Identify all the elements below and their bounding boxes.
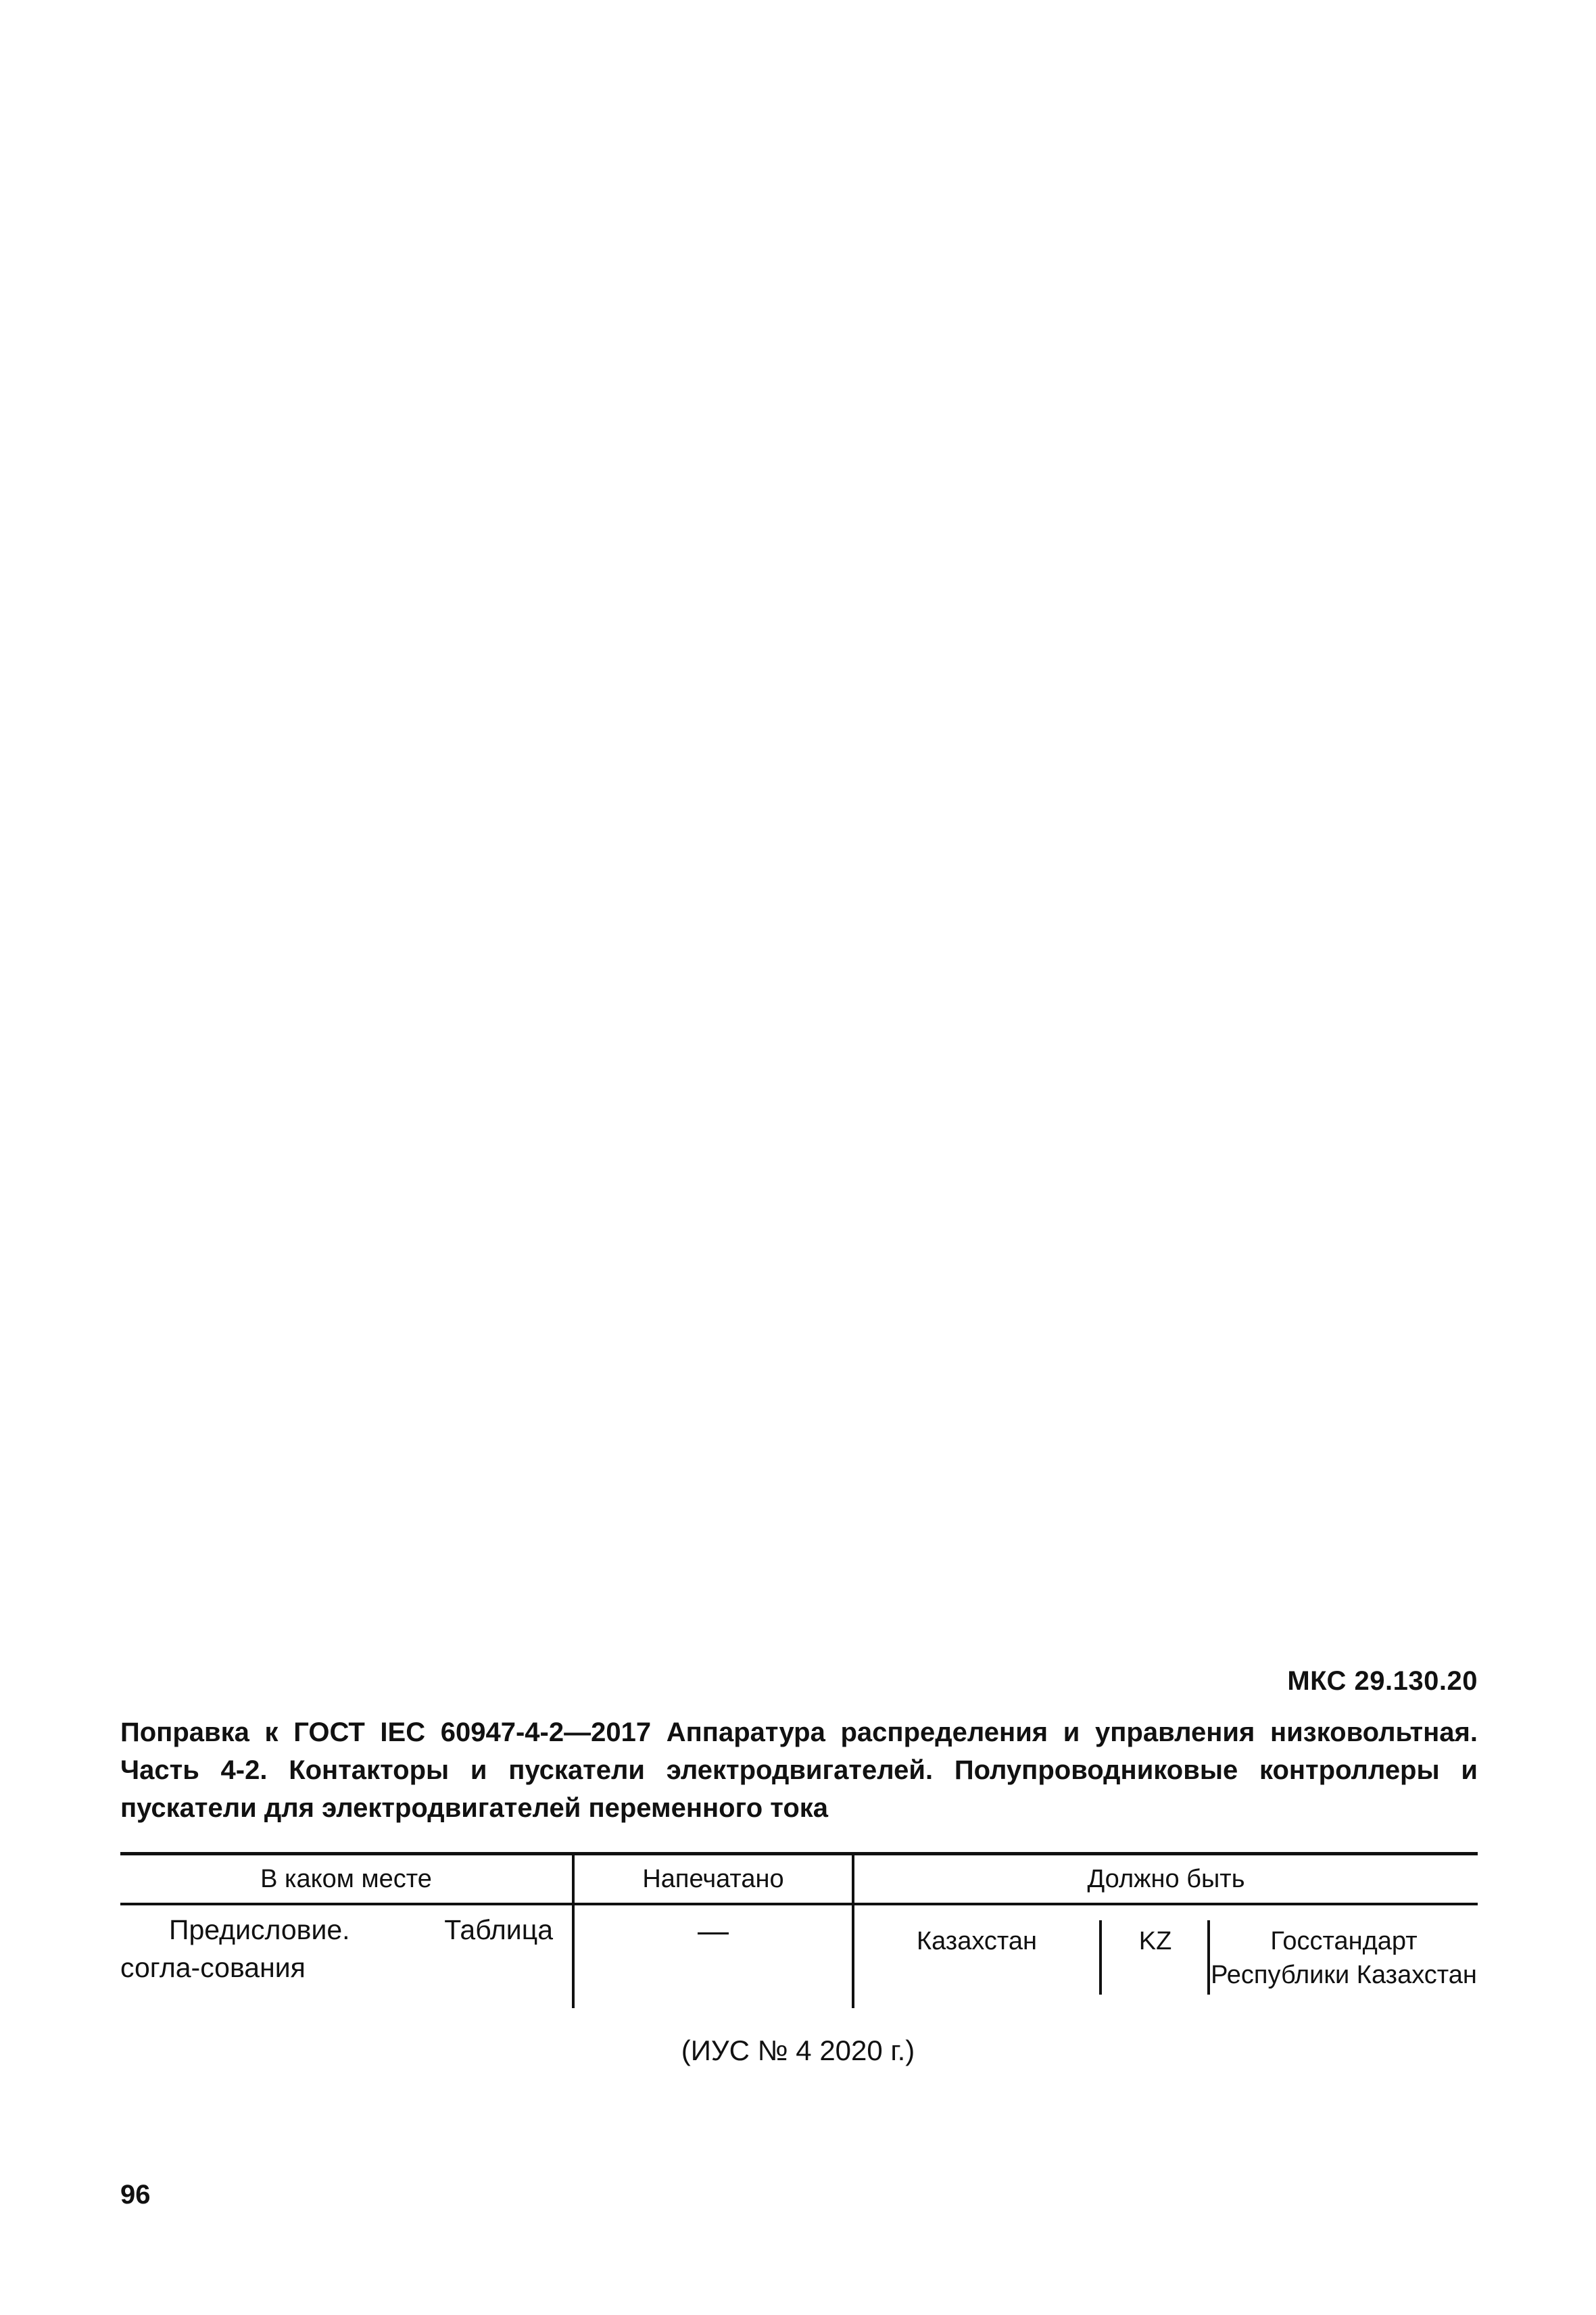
cell-printed: — <box>698 1913 729 1948</box>
cell-country: Казахстан <box>916 1927 1038 1955</box>
header-should-be: Должно быть <box>1087 1864 1245 1893</box>
cell-country-code: KZ <box>1138 1927 1172 1955</box>
source-note: (ИУС № 4 2020 г.) <box>681 2034 915 2066</box>
amendment-title: Поправка к ГОСТ IEC 60947-4-2—2017 Аппаратура распределения и управления низковольтная. Часть 4-2. Контакторы и пускатели электродвигателей. Полупроводниковые контроллеры и пускатели для электродвигателей переменного тока <box>120 1717 1478 1823</box>
table-row <box>120 1905 1478 2008</box>
table-header-row <box>120 1855 1478 1903</box>
classification-code: МКС 29.130.20 <box>1287 1666 1478 1696</box>
corrections-table <box>120 1852 1478 2008</box>
authority-line-2: Республики Казахстан <box>1211 1961 1477 1989</box>
page-number: 96 <box>120 2180 151 2210</box>
header-printed: Напечатано <box>642 1864 784 1893</box>
authority-line-1: Госстандарт <box>1270 1927 1418 1955</box>
cell-authority <box>1210 1924 1478 1992</box>
header-where: В каком месте <box>260 1864 432 1893</box>
cell-where: Предисловие. Таблица согла-сования <box>120 1914 553 1983</box>
